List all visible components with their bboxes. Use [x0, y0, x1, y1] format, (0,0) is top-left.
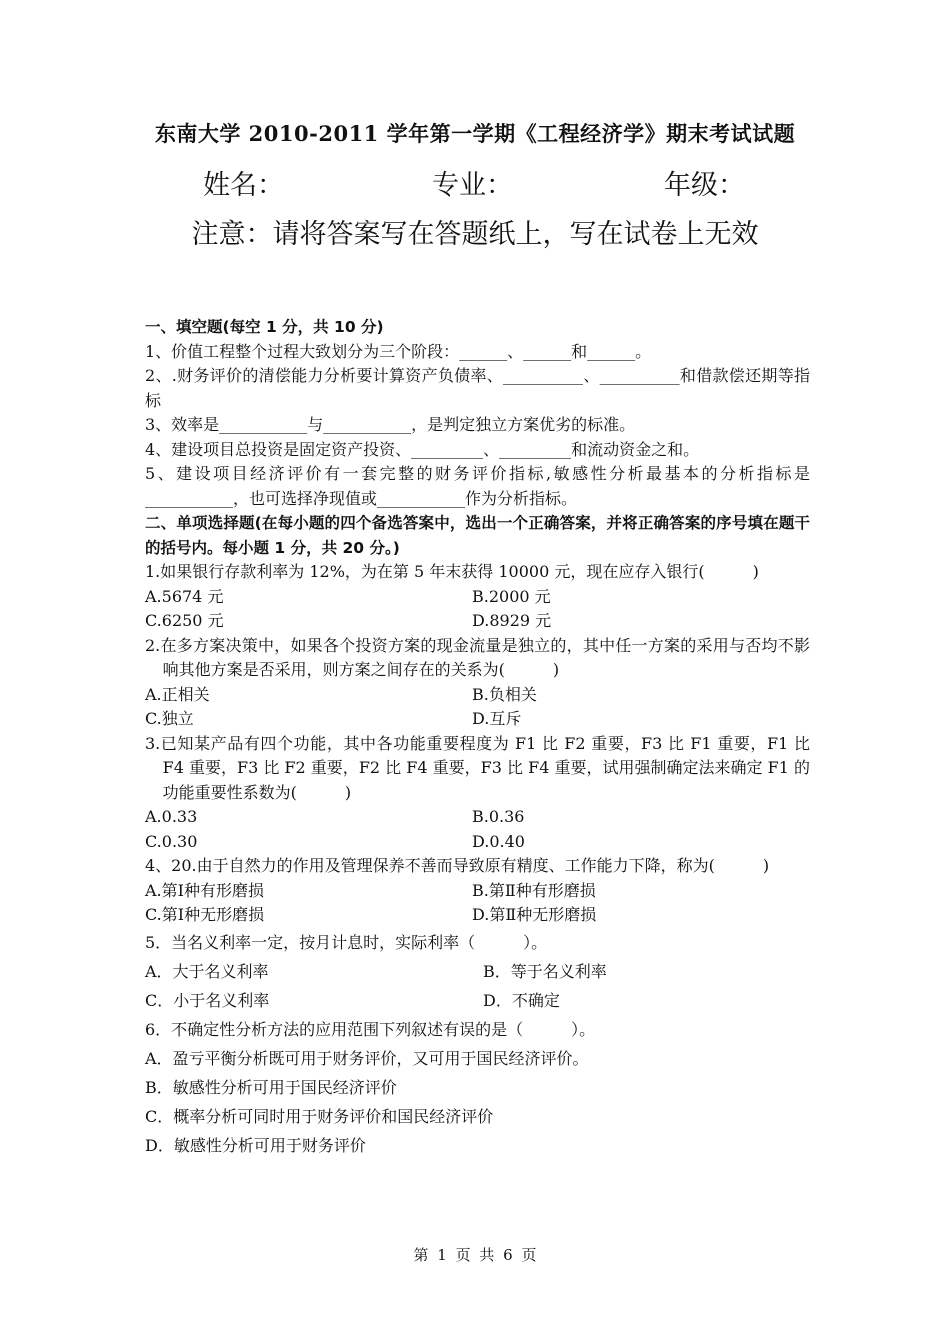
option-b: B．等于名义利率: [483, 961, 607, 981]
choice-question-5: 5．当名义利率一定，按月计息时，实际利率（ ）。: [145, 932, 548, 952]
option-c: C.6250 元: [145, 611, 224, 630]
choice-question-5-options: [145, 957, 810, 986]
choice-question-1-options: [145, 609, 810, 634]
option-d: D．敏感性分析可用于财务评价: [145, 1135, 366, 1155]
option-a: A.正相关: [145, 684, 210, 704]
option-b: B.负相关: [472, 684, 537, 704]
option-d: D.8929 元: [472, 611, 552, 630]
option-a: A.5674 元: [145, 586, 224, 606]
student-info-row: [0, 163, 950, 199]
exam-body: [145, 315, 810, 1160]
option-d: D.互斥: [472, 709, 522, 728]
option-d: D.第Ⅱ种无形磨损: [472, 905, 597, 924]
choice-question-2: 2.在多方案决策中，如果各个投资方案的现金流量是独立的，其中任一方案的采用与否均不影响其他方案是否采用，则方案之间存在的关系为( ): [145, 635, 810, 679]
major-label: 专业：: [432, 170, 513, 201]
section2-heading: 二、单项选择题(在每小题的四个备选答案中，选出一个正确答案，并将正确答案的序号填在题干的括号内。每小题 1 分，共 20 分。): [145, 514, 810, 557]
name-label: 姓名：: [203, 170, 284, 201]
page-number: 第 1 页 共 6 页: [413, 1246, 537, 1264]
choice-question-6: 6．不确定性分析方法的应用范围下列叙述有误的是（ ）。: [145, 1019, 596, 1039]
option-c: C.第Ⅰ种无形磨损: [145, 905, 265, 924]
option-d: D．不确定: [483, 990, 560, 1010]
fill-question-5: 5、建设项目经济评价有一套完整的财务评价指标,敏感性分析最基本的分析指标是___________，也可选择净现值或___________作为分析指标。: [145, 464, 810, 508]
choice-question-4: 4、20.由于自然力的作用及管理保养不善而导致原有精度、工作能力下降，称为( ): [145, 856, 770, 875]
fill-question-2: 2、.财务评价的清偿能力分析要计算资产负债率、__________、__________和借款偿还期等指标: [145, 366, 810, 410]
option-c: C．概率分析可同时用于财务评价和国民经济评价: [145, 1106, 494, 1126]
option-b: B.2000 元: [472, 586, 551, 606]
fill-question-1: 1、价值工程整个过程大致划分为三个阶段：______、______和______。: [145, 341, 652, 361]
fill-question-3: 3、效率是___________与___________，是判定独立方案优劣的标准。: [145, 415, 636, 434]
fill-question-4: 4、建设项目总投资是固定资产投资、_________、_________和流动资金之和。: [145, 439, 700, 459]
option-a: A.0.33: [145, 807, 198, 826]
choice-question-1-options: [145, 585, 810, 610]
option-a: A.第Ⅰ种有形磨损: [145, 880, 264, 900]
exam-title: 东南大学 2010-2011 学年第一学期《工程经济学》期末考试试题: [154, 121, 796, 146]
choice-question-5-options: [145, 986, 810, 1015]
option-c: C.0.30: [145, 831, 198, 851]
choice-question-2-options: [145, 707, 810, 732]
option-b: B.0.36: [472, 807, 525, 826]
grade-label: 年级：: [664, 170, 745, 201]
choice-question-3-options: [145, 830, 810, 855]
choice-question-4-options: [145, 879, 810, 904]
option-c: C.独立: [145, 709, 194, 728]
choice-question-3-options: [145, 805, 810, 830]
notice-text: 注意：请将答案写在答题纸上，写在试卷上无效: [191, 219, 759, 250]
option-d: D.0.40: [472, 831, 525, 851]
choice-question-2-options: [145, 683, 810, 708]
section1-heading: 一、填空题(每空 1 分，共 10 分): [145, 318, 384, 336]
choice-question-4-options: [145, 903, 810, 928]
choice-question-3: 3.已知某产品有四个功能，其中各功能重要程度为 F1 比 F2 重要，F3 比 F1 重要，F1 比 F4 重要，F3 比 F2 重要，F2 比 F4 重要，F3 比 F4 重要，试用强制确定法来确定 F1 的功能重要性系数为( ): [145, 733, 810, 802]
option-a: A．盈亏平衡分析既可用于财务评价，又可用于国民经济评价。: [145, 1048, 589, 1068]
option-b: B.第Ⅱ种有形磨损: [472, 880, 596, 900]
option-a: A．大于名义利率: [145, 961, 269, 981]
option-c: C．小于名义利率: [145, 990, 270, 1010]
option-b: B．敏感性分析可用于国民经济评价: [145, 1077, 397, 1097]
choice-question-1: 1.如果银行存款利率为 12%，为在第 5 年末获得 10000 元，现在应存入银行( ): [145, 562, 759, 581]
